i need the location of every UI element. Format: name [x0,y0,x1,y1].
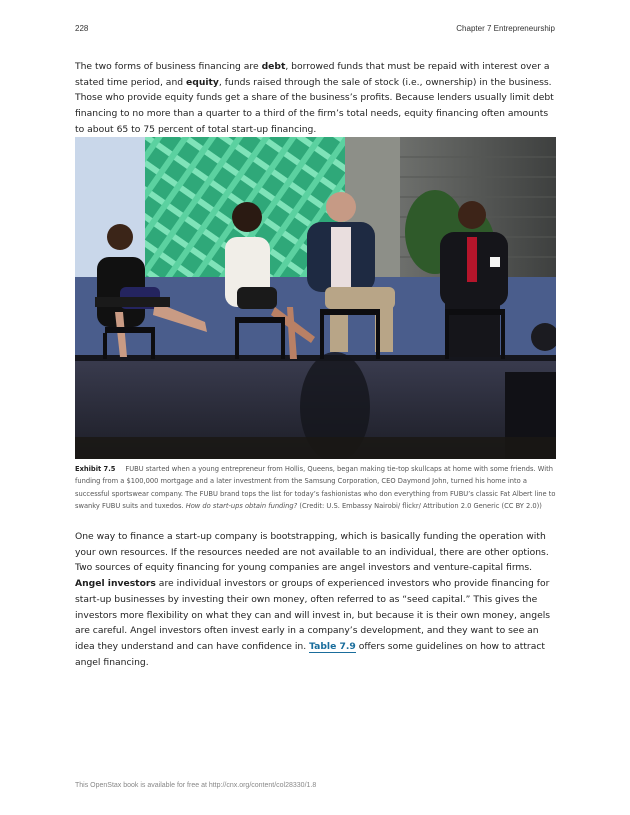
exhibit-photo [75,137,556,459]
text-segment: are individual investors or groups of experienced investors who provide financing for start-up businesses by investing their own money, often referred to as “seed capital.” This gives the investors more flexibility on what they can and will invest in, but because it is their own money, angels are careful. Angel investors often invest early in a company’s development, and they want to see an idea they understand and can have confidence in. [75,578,551,652]
caption-question: How do start-ups obtain funding? [185,502,298,511]
text-segment: , funds raised through the sale of stock (i.e., ownership) in the business. Those who provide equity funds get a share of the business’s profits. Because lenders usually limit debt financing to no more than a quarter to a third of the firm’s total needs, equity financing often amounts to about 65 to 75 percent of total start-up financing. [75,76,554,135]
text-segment: One way to finance a start-up company is bootstrapping, which is basically funding the operation with your own resources. If the resources needed are not available to an individual, there are other options. Two sources of equity financing for young companies are angel investors and venture-capital firms. [75,531,549,574]
caption-credit: (Credit: U.S. Embassy Nairobi/ flickr/ Attribution 2.0 Generic (CC BY 2.0)) [297,502,542,511]
page-footer: This OpenStax book is available for free at http://cnx.org/content/col28330/1.8 [75,782,317,789]
text-segment: The two forms of business financing are [75,61,262,72]
exhibit-label: Exhibit 7.5 [75,465,116,473]
paragraph-angel-investors [75,529,557,670]
panel-discussion-photo [75,137,556,459]
caption-text: FUBU started when a young entrepreneur from Hollis, Queens, began making tie-top skullcaps at home with some friends. With funding from a $100,000 mortgage and a later investment from the Samsung Corporation, CEO Daymond John, turned his home into a successful sportswear company. The FUBU brand tops the list for today’s fashionistas who don everything from FUBU’s classic Fat Albert line to swanky FUBU suits and tuxedos. [75,465,556,511]
paragraph-financing-forms [75,59,557,138]
exhibit-caption [75,463,557,513]
term-debt: debt [261,61,286,72]
term-angel-investors: Angel investors [75,578,156,590]
text-segment: , borrowed funds that must be repaid with interest over a stated time period, and [75,61,550,88]
table-7-9-link[interactable]: Table 7.9 [309,640,356,652]
page-number: 228 [75,24,89,33]
chapter-running-head: Chapter 7 Entrepreneurship [456,24,555,33]
term-equity: equity [186,76,219,88]
text-segment: offers some guidelines on how to attract angel financing. [75,640,545,668]
